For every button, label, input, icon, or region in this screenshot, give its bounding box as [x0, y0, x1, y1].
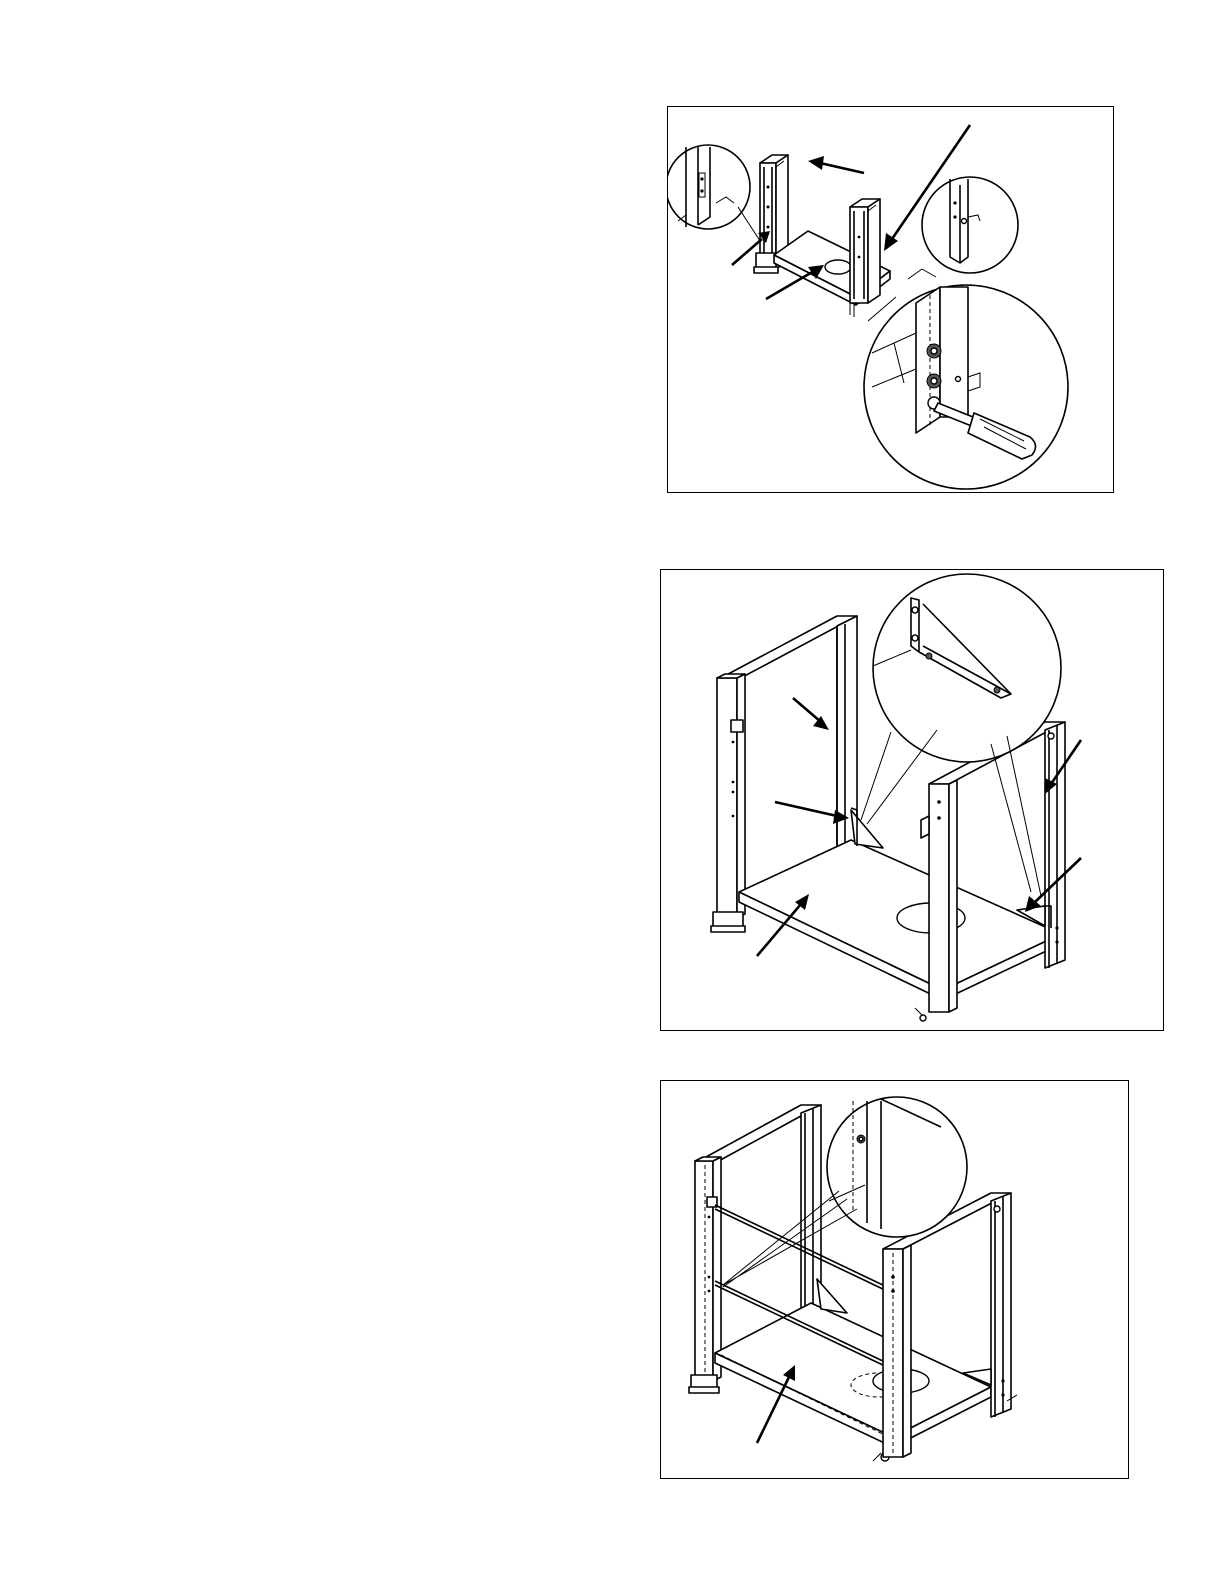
figure-2-brace-installation: [660, 569, 1164, 1031]
figure-3-rod-installation: [660, 1080, 1129, 1479]
detail-circle-left-leg: [668, 145, 750, 229]
detail-leaders-fig3: [723, 1191, 857, 1287]
figure-1-drawing: [668, 107, 1114, 493]
detail-circle-top-right: [922, 177, 1018, 273]
left-corner-brace: [817, 1279, 847, 1313]
detail-circle-brace: [873, 574, 1061, 762]
detail-circle-rod-end: [827, 1097, 967, 1237]
figure-1-side-panel-assembly: [667, 106, 1114, 493]
right-side-panel: [850, 199, 880, 303]
detail-leader-top-right: [908, 269, 936, 279]
bottom-shelf: [739, 840, 1061, 1021]
bottom-shelf: [715, 1303, 991, 1461]
detail-circle-bolt-screwdriver: [864, 285, 1068, 489]
figure-3-drawing: [661, 1081, 1129, 1479]
figure-2-drawing: [661, 570, 1164, 1031]
